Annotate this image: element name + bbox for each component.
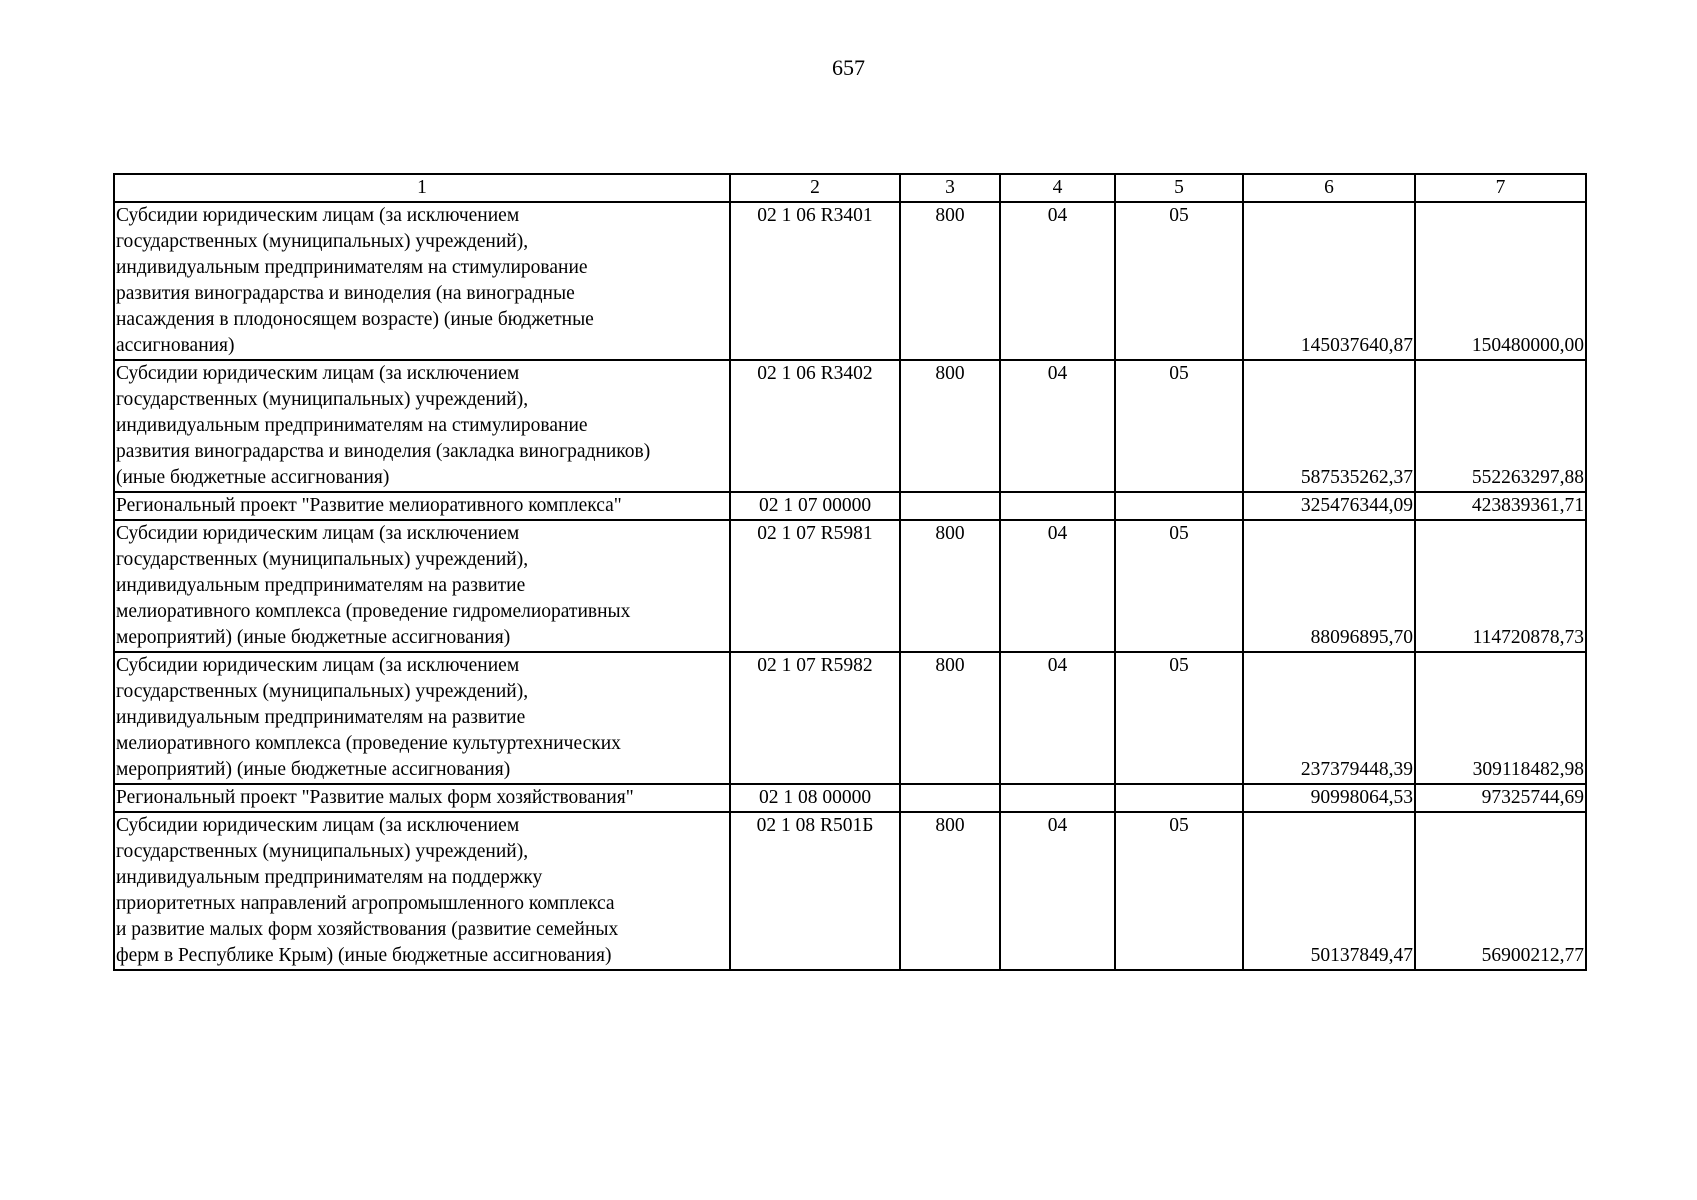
table-body: [114, 202, 1586, 970]
row-col-3: 800: [900, 652, 1000, 784]
row-value-7: 552263297,88: [1415, 360, 1586, 492]
row-col-5: 05: [1115, 202, 1243, 360]
row-col-3: 800: [900, 360, 1000, 492]
row-value-6: 90998064,53: [1243, 784, 1415, 812]
header-row: [114, 174, 1586, 202]
table-row: [114, 520, 1586, 652]
row-name: Субсидии юридическим лицам (за исключением государственных (муниципальных) учреждений), индивидуальным предпринимателям на стимулирование развития виноградарства и виноделия (на виноградные насаждения в плодоносящем возрасте) (иные бюджетные ассигнования): [116, 205, 594, 356]
row-value-6: 237379448,39: [1243, 652, 1415, 784]
row-code: 02 1 07 R5981: [730, 520, 900, 652]
row-col-4: 04: [1000, 520, 1115, 652]
row-col-3: [900, 784, 1000, 812]
row-col-4: 04: [1000, 652, 1115, 784]
row-name: Субсидии юридическим лицам (за исключением государственных (муниципальных) учреждений), индивидуальным предпринимателям на поддержку приоритетных направлений агропромышленного комплекса и развитие малых форм хозяйствования (развитие семейных ферм в Республике Крым) (иные бюджетные ассигнования): [116, 815, 619, 966]
row-col-5: [1115, 784, 1243, 812]
page-number: 657: [832, 55, 865, 80]
row-name: Субсидии юридическим лицам (за исключением государственных (муниципальных) учреждений), индивидуальным предпринимателям на развитие мелиоративного комплекса (проведение культуртехнических мероприятий) (иные бюджетные ассигнования): [116, 655, 621, 780]
table-row: [114, 784, 1586, 812]
row-value-6: 88096895,70: [1243, 520, 1415, 652]
row-col-5: 05: [1115, 360, 1243, 492]
header-col-1: 1: [114, 174, 730, 202]
row-value-6: 50137849,47: [1243, 812, 1415, 970]
row-col-4: 04: [1000, 202, 1115, 360]
row-col-4: [1000, 492, 1115, 520]
row-value-7: 150480000,00: [1415, 202, 1586, 360]
header-col-6: 6: [1243, 174, 1415, 202]
table-row: [114, 360, 1586, 492]
table-row: [114, 812, 1586, 970]
row-col-3: 800: [900, 812, 1000, 970]
row-col-3: 800: [900, 202, 1000, 360]
row-value-7: 309118482,98: [1415, 652, 1586, 784]
row-code: 02 1 08 00000: [730, 784, 900, 812]
row-name-cell: [114, 360, 730, 492]
row-code: 02 1 07 R5982: [730, 652, 900, 784]
row-value-7: 56900212,77: [1415, 812, 1586, 970]
header-col-5: 5: [1115, 174, 1243, 202]
row-col-3: 800: [900, 520, 1000, 652]
row-value-7: 423839361,71: [1415, 492, 1586, 520]
row-name: Региональный проект "Развитие малых форм хозяйствования": [116, 787, 634, 808]
row-value-7: 114720878,73: [1415, 520, 1586, 652]
row-value-6: 145037640,87: [1243, 202, 1415, 360]
row-code: 02 1 06 R3401: [730, 202, 900, 360]
table-row: [114, 202, 1586, 360]
row-col-4: [1000, 784, 1115, 812]
row-name-cell: [114, 812, 730, 970]
row-code: 02 1 07 00000: [730, 492, 900, 520]
table-row: [114, 652, 1586, 784]
row-name-cell: [114, 784, 730, 812]
table-header: [114, 174, 1586, 202]
budget-table: [113, 173, 1587, 971]
row-col-4: 04: [1000, 360, 1115, 492]
row-value-6: 325476344,09: [1243, 492, 1415, 520]
row-value-7: 97325744,69: [1415, 784, 1586, 812]
row-name: Региональный проект "Развитие мелиоративного комплекса": [116, 495, 622, 516]
row-col-5: 05: [1115, 812, 1243, 970]
row-name-cell: [114, 520, 730, 652]
row-col-5: [1115, 492, 1243, 520]
row-code: 02 1 06 R3402: [730, 360, 900, 492]
header-col-3: 3: [900, 174, 1000, 202]
row-code: 02 1 08 R501Б: [730, 812, 900, 970]
row-col-3: [900, 492, 1000, 520]
row-name: Субсидии юридическим лицам (за исключением государственных (муниципальных) учреждений), индивидуальным предпринимателям на развитие мелиоративного комплекса (проведение гидромелиоративных мероприятий) (иные бюджетные ассигнования): [116, 523, 631, 648]
row-col-5: 05: [1115, 652, 1243, 784]
header-col-4: 4: [1000, 174, 1115, 202]
row-name-cell: [114, 492, 730, 520]
row-name-cell: [114, 202, 730, 360]
header-col-2: 2: [730, 174, 900, 202]
row-col-5: 05: [1115, 520, 1243, 652]
row-name: Субсидии юридическим лицам (за исключением государственных (муниципальных) учреждений), индивидуальным предпринимателям на стимулирование развития виноградарства и виноделия (закладка виноградников) (иные бюджетные ассигнования): [116, 363, 651, 488]
row-name-cell: [114, 652, 730, 784]
header-col-7: 7: [1415, 174, 1586, 202]
table-row: [114, 492, 1586, 520]
row-col-4: 04: [1000, 812, 1115, 970]
row-value-6: 587535262,37: [1243, 360, 1415, 492]
